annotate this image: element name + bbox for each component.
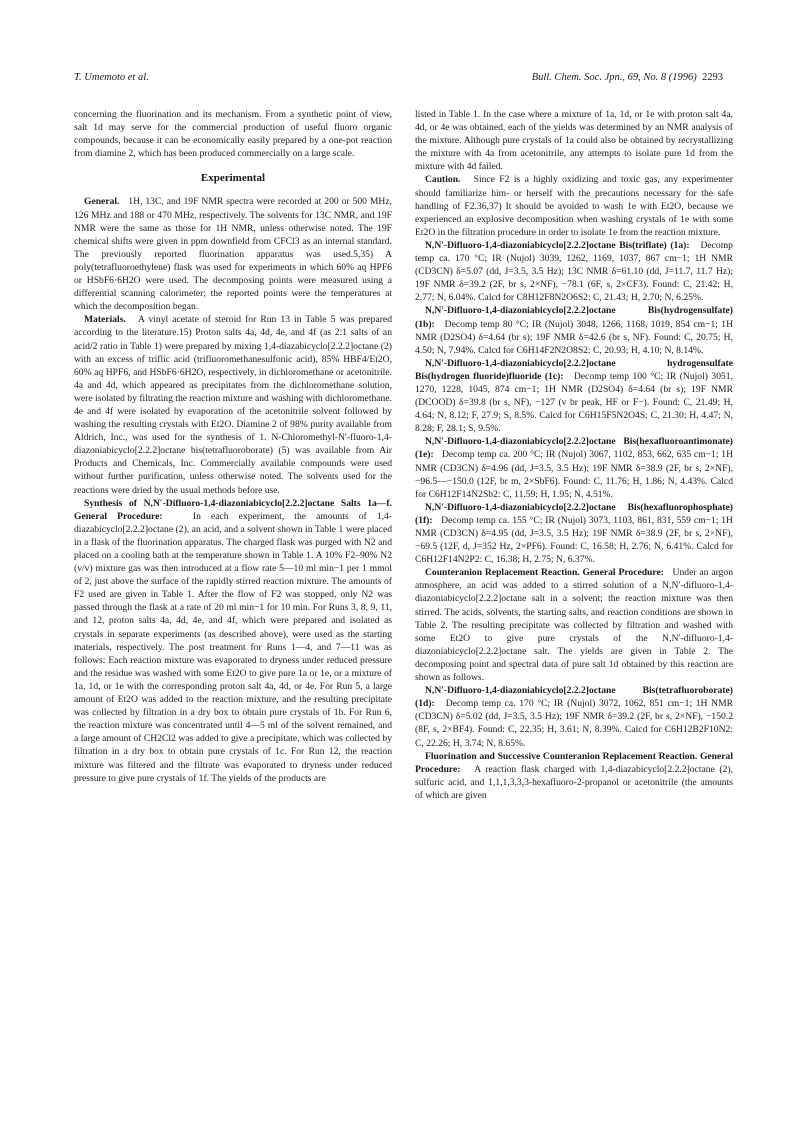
intro-paragraph: concerning the fluorination and its mechanism. From a synthetic point of view, salt 1d may serve for the commercial production of useful fluoro organic compounds, because it can be economically easily prepared by a one-pot reaction from diamine 2, which has been produced commercially on a large scale. xyxy=(74,109,392,160)
compound-1e-label: N,N′-Difluoro-1,4-diazoniabicyclo[2.2.2]octane Bis(hexafluoroantimonate) (1e): xyxy=(415,436,733,461)
synthesis-text: In each experiment, the amounts of 1,4-diazabicyclo[2.2.2]octane (2), an acid, and a solvent shown in Table 1 were placed in a flask of the fluorination apparatus. The charged flask was purged with N2 and placed on a cooling bath at the temperature shown in Table 1. A 10% F2–90% N2 (v/v) mixture gas was then introduced at a flow rate 5—10 ml min−1 per 1 mmol of 2, just above the surface of the rapidly stirred reaction mixture. The amounts of F2 used are given in Table 1. After the flow of F2 was stopped, only N2 was passed through the flask at a rate of 20 ml min−1 for 10 min. For Runs 3, 8, 9, 11, and 12, proton salts 4a, 4d, 4e, and 4f, which were prepared and isolated as crystals in separate experiments (as described above), were used as the starting materials, respectively. The post treatment for Runs 1—4, and 7—11 was as follows: Each reaction mixture was evaporated to dryness under reduced pressure and the residue was washed with some Et2O to give pure 1a or 1e, or a mixture of 1a, 1d, or 1e with the corresponding proton salt 4a, 4d, or 4e. For Run 5, a large amount of Et2O was added to the reaction mixture, and the resulting precipitate was collected by filtration in a dry box to obtain pure crystals of 1b. For Run 6, the reaction mixture was concentrated until 4—5 ml of the solvent remained, and a large amount of CH2Cl2 was added to give a precipitate, which was collected by filtration in a dry box to obtain pure crystals of 1c. For Run 12, the reaction mixture was filtered and the filtrate was evaporated to dryness under reduced pressure to give pure crystals of 1f. The yields of the products are xyxy=(74,510,393,784)
caution-paragraph xyxy=(415,173,733,238)
continuation-paragraph: listed in Table 1. In the case where a mixture of 1a, 1d, or 1e with proton salt 4a, 4d, or 4e was obtained, each of the yields was determined by an NMR analysis of the mixture. Although pure crystals of 1a could also be obtained by recrystallizing the mixture with 4a from acetonitrile, any attempts to isolate pure 1d from the mixture with 4d failed. xyxy=(415,109,733,173)
general-paragraph xyxy=(74,195,392,313)
compound-1b-paragraph xyxy=(415,304,733,356)
caution-text: Since F2 is a highly oxidizing and toxic gas, any experimenter should familiarize him- or herself with the precautions necessary for the safe handling of F2.36,37) It should be avoided to wash 1e with Et2O, because we experienced an explosive decomposition when washing crystals of 1e with some Et2O in the filtration procedure in order to isolate 1e from the reaction mixture. xyxy=(415,174,733,238)
materials-paragraph xyxy=(74,313,392,496)
caution-label: Caution. xyxy=(425,174,461,186)
journal-citation: Bull. Chem. Soc. Jpn., 69, No. 8 (1996) xyxy=(531,72,697,83)
compound-1c-text: Decomp temp 100 °C; IR (Nujol) 3051, 1270, 1228, 1045, 874 cm−1; 1H NMR (D2SO4) δ=4.64 (br s); 19F NMR (DCOOD) δ=39.8 (br s, NF), −127 (v br peak, HF or F−). Found: C, 21.49; H, 4.64; N, 8.12; F, 27.9; S, 8.5%. Calcd for C6H15F5N2O4S: C, 21.30; H, 4.47; N, 8.28; F, 28.1; S, 9.5%. xyxy=(415,370,733,435)
counteranion-label: Counteranion Replacement Reaction. General Procedure: xyxy=(425,567,664,579)
compound-1b-text: Decomp temp 80 °C; IR (Nujol) 3048, 1266, 1168, 1019, 854 cm−1; 1H NMR (D2SO4) δ=4.64 (br s); 19F NMR δ=42.6 (br s, NF). Found: C, 20.75; H, 4.50; N, 7.94%. Calcd for C6H14F2N2O8S2: C, 20.93; H, 4.10; N, 8.14%. xyxy=(415,318,733,356)
materials-text: A vinyl acetate of steroid for Run 13 in Table 5 was prepared according to the literature.15) Proton salts 4a, 4d, 4e, and 4f (as 2:1 salts of an acid/2 ratio in Table 1) were prepared by mixing 1,4-diazabicyclo[2.2.2]octane (2) with an excess of triflic acid (trifluoromethanesulfonic acid), 85% HBF4/Et2O, 60% aq HPF6, and HSbF6·6H2O, respectively, in dichloromethane or acetonitrile. 4a and 4d, which appeared as precipitates from the dichloromethane solution, were isolated by filtrating the reaction mixture and washing with dichloromethane. 4e and 4f were isolated by evaporation of the acetonitrile solvent followed by washing the resulting crystals with Et2O. Diamine 2 of 98% purity available from Aldrich, Inc., was used for the synthesis of 1. N-Chloromethyl-N′-fluoro-1,4-diazoniabicyclo[2.2.2]octane bis(tetrafluoroborate) (5) was available from Air Products and Chemicals, Inc. Commercially available compounds were used without further purification, unless otherwise noted. The solvents used for the reactions were dried by the usual methods before use. xyxy=(74,314,392,496)
fluorination-paragraph xyxy=(415,750,733,802)
synthesis-label: Synthesis of N,N′-Difluoro-1,4-diazoniabicyclo[2.2.2]octane Salts 1a—f. General Procedure: xyxy=(74,497,392,522)
compound-1f-text: Decomp temp ca. 155 °C; IR (Nujol) 3073, 1103, 861, 831, 559 cm−1; 1H NMR (CD3CN) δ=4.95 (dd, J=3.5, 3.5 Hz); 19F NMR δ=38.9 (2F, br s, 2×NF), −69.5 (12F, d, J=352 Hz, 2×PF6). Found: C, 16.58; H, 2.76; N, 6.41%. Calcd for C6H12F14N2P2: C, 16.38; H, 2.75; N, 6.37%. xyxy=(415,514,733,566)
compound-1f-paragraph xyxy=(415,501,733,566)
compound-1a-label: N,N′-Difluoro-1,4-diazoniabicyclo[2.2.2]octane Bis(triflate) (1a): xyxy=(425,239,690,251)
compound-1a-text: Decomp temp ca. 170 °C; IR (Nujol) 3039, 1262, 1169, 1037, 867 cm−1; 1H NMR (CD3CN) δ=5.07 (dd, J=3.5, 3.5 Hz); 13C NMR δ=61.10 (dd, J=11.7, 11.7 Hz); 19F NMR δ=39.2 (2F, br s, 2×NF), −78.1 (6F, s, 2×CF3). Found: C, 21.42; H, 2.77; N, 6.04%. Calcd for C8H12F8N2O6S2: C, 21.43; H, 2.70; N, 6.25%. xyxy=(415,239,733,304)
compound-1d-label: N,N′-Difluoro-1,4-diazoniabicyclo[2.2.2]octane Bis(tetrafluoroborate) (1d): xyxy=(415,685,733,710)
running-head-journal xyxy=(532,72,723,83)
running-head-authors: T. Umemoto et al. xyxy=(74,72,149,83)
compound-1e-paragraph xyxy=(415,435,733,500)
counteranion-paragraph xyxy=(415,566,733,684)
compound-1c-paragraph xyxy=(415,357,733,436)
compound-1d-paragraph xyxy=(415,684,733,749)
general-text: 1H, 13C, and 19F NMR spectra were recorded at 200 or 500 MHz, 126 MHz and 188 or 470 MHz, respectively. The solvents for 13C NMR, and 19F NMR were the same as those for 1H NMR, unless otherwise noted. The 19F chemical shifts were given in ppm downfield from CFCl3 as an internal standard. The previously reported fluorination apparatus was used.5,35) A poly(tetrafluoroethylene) flask was used for experiments in which 60% aq HPF6 or HSbF6·6H2O were used. The decomposing points were measured using a differential scanning calorimeter; the reported points were the temperatures at which the decomposition began. xyxy=(74,196,393,313)
compound-1a-paragraph xyxy=(415,239,733,304)
general-label: General. xyxy=(84,196,120,208)
synthesis-paragraph xyxy=(74,497,392,785)
materials-label: Materials. xyxy=(84,314,126,326)
compound-1e-text: Decomp temp ca. 200 °C; IR (Nujol) 3067, 1102, 853, 662, 635 cm−1; 1H NMR (CD3CN) δ=4.96 (dd, J=3.5, 3.5 Hz); 19F NMR δ=38.9 (2F, br s, 2×NF), −96.5—−150.0 (12F, br m, 2×SbF6). Found: C, 11.76; H, 1.86; N, 4.43%. Calcd for C6H12F14N2Sb2: C, 11.59; H, 1.95; N, 4.51%. xyxy=(415,449,733,500)
compound-1b-label: N,N′-Difluoro-1,4-diazoniabicyclo[2.2.2]octane Bis(hydrogensulfate) (1b): xyxy=(415,305,733,330)
counteranion-text: Under an argon atmosphere, an acid was added to a stirred solution of a N,N′-difluoro-1,4-diazoniabicyclo[2.2.2]octane salt in a solvent; the reaction mixture was then stirred. The acids, solvents, the starting salts, and reaction conditions are shown in Table 2. The resulting precipitate was collected by filtration and washed with some Et2O to give pure crystals of the N,N′-difluoro-1,4-diazoniabicyclo[2.2.2]octane salt. The yields are given in Table 2. The decomposing point and spectral data of pure salt 1d obtained by this reaction are shown as follows. xyxy=(415,567,733,684)
right-column xyxy=(415,108,733,802)
compound-1f-label: N,N′-Difluoro-1,4-diazoniabicyclo[2.2.2]octane Bis(hexafluorophosphate) (1f): xyxy=(415,501,733,526)
compound-1d-text: Decomp temp ca. 170 °C; IR (Nujol) 3072, 1062, 851 cm−1; 1H NMR (CD3CN) δ=5.02 (dd, J=3.5, 3.5 Hz); 19F NMR δ=39.2 (2F, br s, 2×NF), −150.2 (8F, s, 2×BF4). Found: C, 22.35; H, 3.61; N, 8.39%. Calcd for C6H12B2F10N2: C, 22.26; H, 3.74; N, 8.65%. xyxy=(415,698,733,749)
compound-1c-label: N,N′-Difluoro-1,4-diazoniabicyclo[2.2.2]octane hydrogensulfate Bis(hydrogen fluoride)fluoride (1c): xyxy=(415,357,733,382)
section-title-experimental: Experimental xyxy=(200,172,266,185)
left-column xyxy=(74,108,392,785)
fluorination-label: Fluorination and Successive Counteranion Replacement Reaction. General Procedure: xyxy=(415,750,733,775)
fluorination-text: A reaction flask charged with 1,4-diazabicyclo[2.2.2]octane (2), sulfuric acid, and 1,1,1,3,3,3-hexafluoro-2-propanol or acetonitrile (the amounts of which are given xyxy=(415,763,733,801)
page-number: 2293 xyxy=(702,72,723,83)
